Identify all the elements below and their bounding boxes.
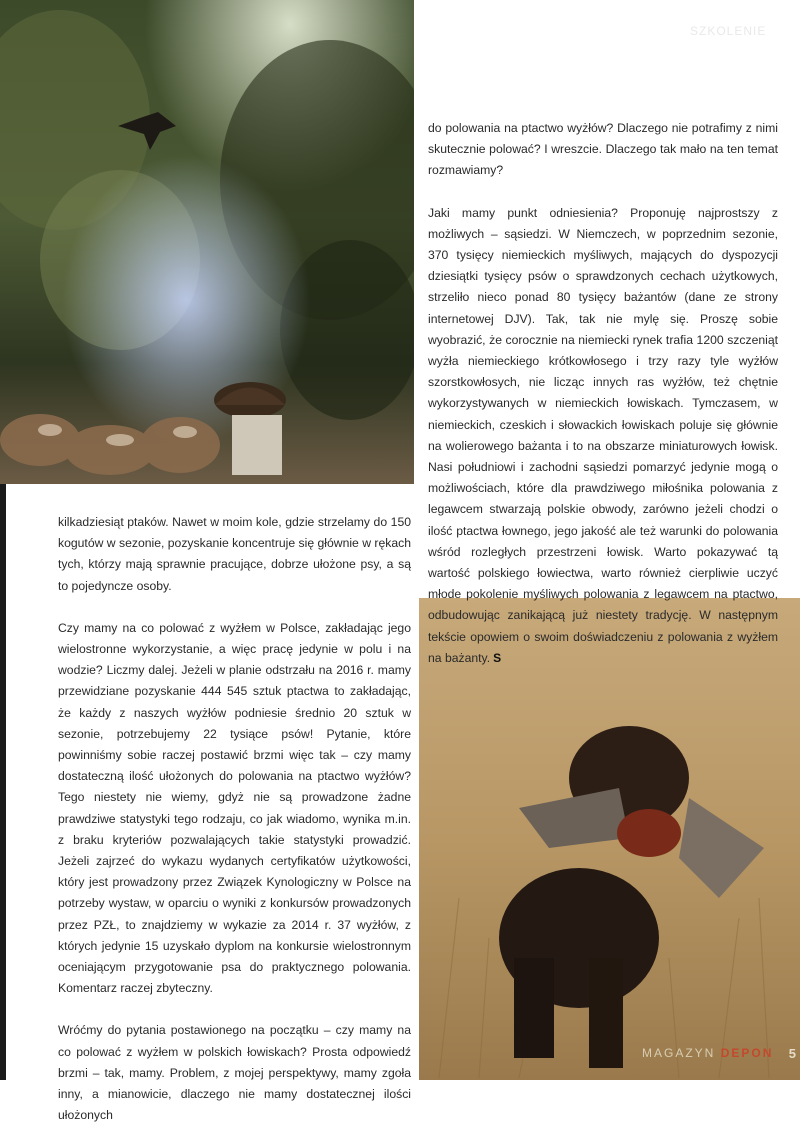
dog-retrieving-photo <box>419 598 800 1080</box>
paragraph-text: Jaki mamy punkt odniesienia? Proponuję najprostszy z możliwych – sąsiedzi. W Niemczech, w poprzednim sezonie, 370 tysięcy niemieckich myśliwych, mających do dyspozycji dziesiątki tysięcy psów o sprawdzonych cechach użytkowych, strzeliło nieco ponad 80 tysięcy bażantów (dane ze strony internetowej DJV). Tak, tak nie mylę się. Proszę sobie wyobrazić, że corocznie na niemiecki rynek trafia 1200 szczeniąt wyżła niemieckiego krótkowłosego i trzy razy tyle wyżłów szorstkowłosych, nie licząc innych ras wyżłów, też chętnie wykorzystywanych w niemieckich łowiskach. Tymczasem, w niemieckich, czeskich i słowackich łowiskach poluje się głównie na wolierowego bażanta i to na obszarze miniaturowych łowisk. Nasi południowi i zachodni sąsiedzi pomarzyć jedynie mogą o możliwościach, które dla prawdziwego miłośnika polowania z legawcem stwarzają polskie obwody, zarówno jeżeli chodzi o ilość ptactwa łownego, jego jakość ale też warunki do polowania wśród rozległych przestrzeni łowisk. Warto pokazywać tą wartość polskiego łowiectwa, warto również cierpliwie uczyć młode pokolenie myśliwych polowania z legawcem na ptactwo, odbudowując zanikającą już niestety tradycję. W następnym tekście opowiem o swoim doświadczeniu z polowania z wyżłem na bażanty. <box>428 205 778 665</box>
paragraph: do polowania na ptactwo wyżłów? Dlaczego nie potrafimy z nimi skutecznie polować? I wreszcie. Dlaczego tak mało na ten temat rozmawiamy? <box>428 121 778 178</box>
paragraph: Wróćmy do pytania postawionego na początku – czy mamy na co polować z wyżłem w polskich łowiskach? Prosta odpowiedź brzmi – tak, mamy. Problem, z mojej perspektywy, mamy zgoła inny, a mianowicie, dlaczego nie mamy dostatecznej ilości ułożonych <box>58 1023 411 1123</box>
hunting-photo-forest <box>0 0 414 484</box>
page-number: 5 <box>788 1046 796 1061</box>
paragraph <box>428 203 778 669</box>
paragraph: Czy mamy na co polować z wyżłem w Polsce, zakładając jego wielostronne wykorzystanie, a więc pracę jedynie w polu i na wodzie? Liczmy dalej. Jeżeli w planie odstrzału na 2016 r. mamy przewidziane pozyskanie 444 545 sztuk ptactwa to zakładając, że każdy z naszych wyżłów podniesie średnio 20 sztuk w sezonie, potrzebujemy 22 tysiące psów! Pytanie, które powinniśmy sobie raczej postawić brzmi więc tak – czy mamy dostateczną ilość ułożonych do polowania na ptactwo wyżłów? Tego niestety nie wiemy, gdyż nie są prowadzone żadne prawdziwe statystyki tego rodzaju, co jak wiadomo, wynika m.in. z braku kryteriów pozwalających takie statystyki prowadzić. Jeżeli zajrzeć do wykazu wydanych certyfikatów użytkowości, który jest prowadzony przez Związek Kynologiczny w Polsce na potrzeby wystaw, w oparciu o wyniki z konkursów prowadzonych przez PZŁ, to znajdziemy w wykazie za 2014 r. 37 wyżłów, z których jedynie 15 uzyskało dyplom na konkursie wielostronnym oceniającym przygotowanie psa do praktycznego polowania. Komentarz raczej zbyteczny. <box>58 620 411 996</box>
article-column-right <box>428 118 778 669</box>
paragraph: kilkadziesiąt ptaków. Nawet w moim kole, gdzie strzelamy do 150 kogutów w sezonie, pozyskanie koncentruje się głównie w rękach tych, którzy mają sprawnie pracujące, dobrze ułożone psy, a są to pojedyncze osoby. <box>58 515 411 593</box>
magazine-prefix: MAGAZYN <box>642 1046 716 1060</box>
end-of-article-mark: S <box>493 650 502 665</box>
page-edge-shadow <box>0 484 6 1080</box>
magazine-footer <box>642 1046 773 1060</box>
section-tag: SZKOLENIE <box>690 24 767 38</box>
magazine-name: DEPON <box>720 1046 774 1060</box>
article-column-left <box>58 512 411 1126</box>
